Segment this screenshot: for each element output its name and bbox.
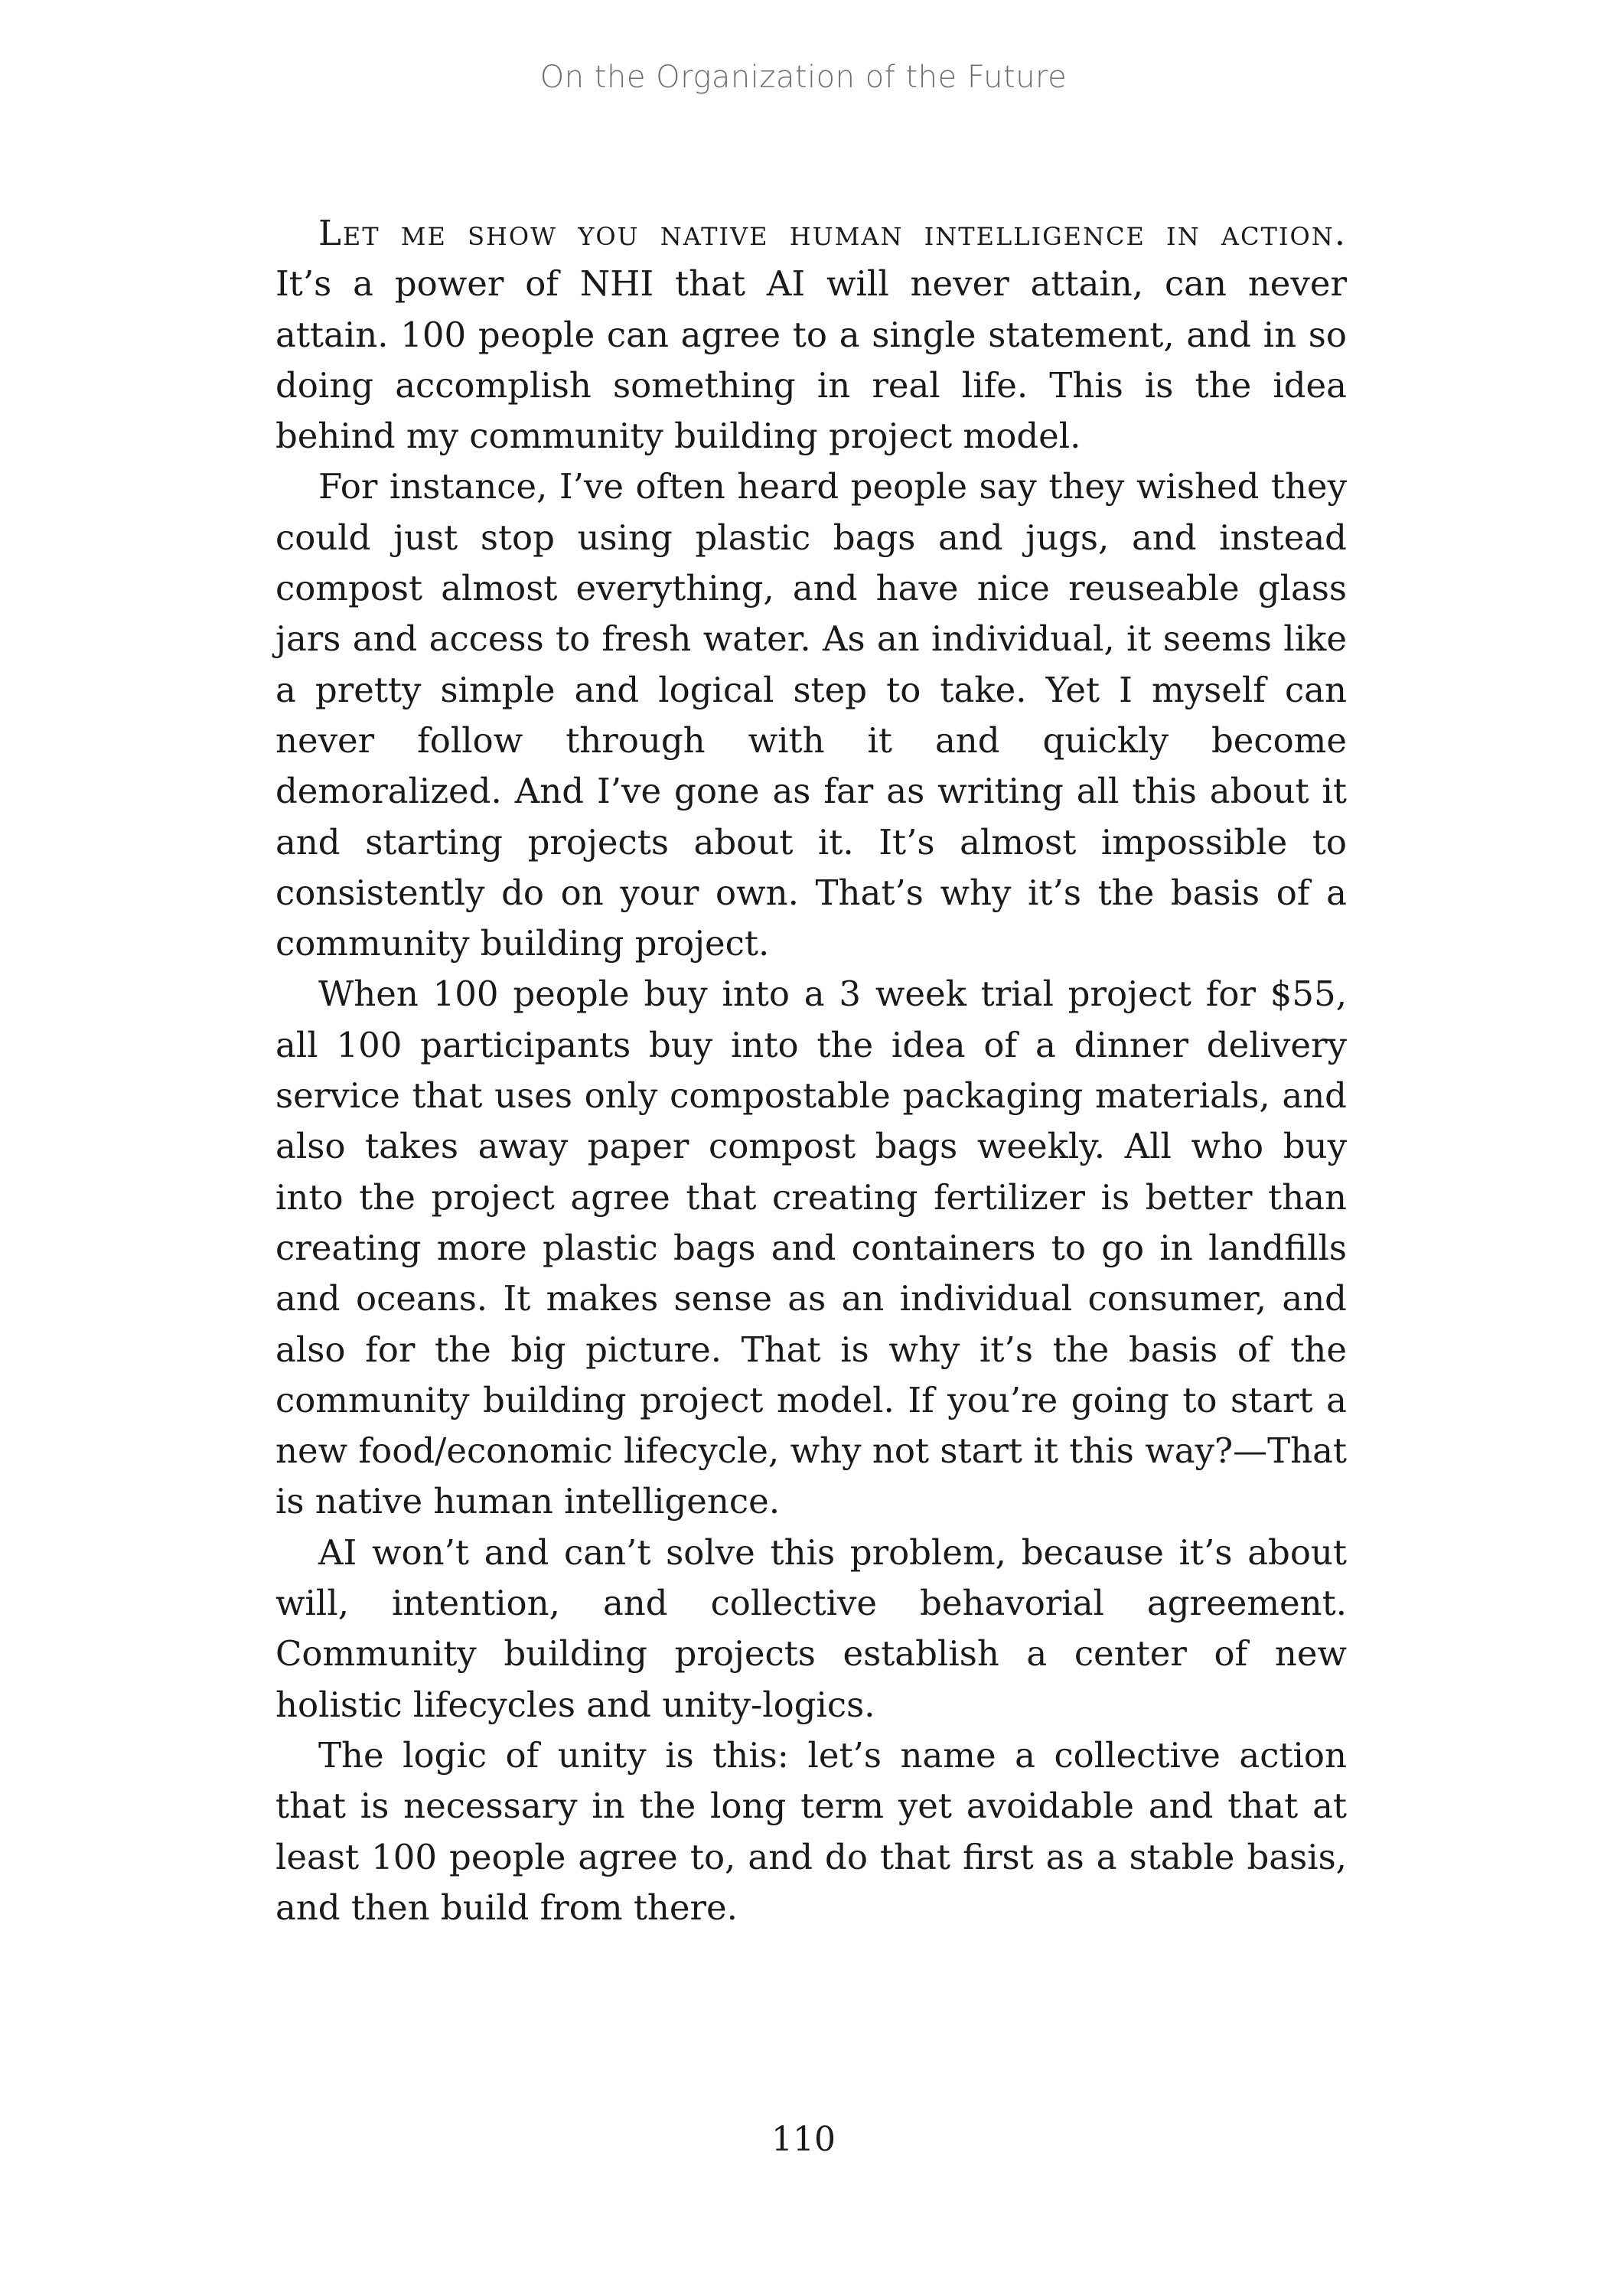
paragraph: When 100 people buy into a 3 week trial project for $55, all 100 participants buy into the idea of a dinner delivery service that uses only compostable packaging materials, and also takes away paper compost bags weekly. All who buy into the project agree that creating fertilizer is better than creating more plastic bags and containers to go in landfills and oceans. It makes sense as an individual consumer, and also for the big picture. That is why it’s the basis of the community building project model. If you’re going to start a new food/economic lifecycle, why not start it this way?—That is native human intelligence. [275,974,1347,1522]
running-head: On the Organization of the Future [539,60,1068,95]
paragraph: For instance, I’ve often heard people say they wished they could just stop using plastic bags and jugs, and instead compost almost everything, and have nice reuseable glass jars and access to fresh water. As an individual, it seems like a pretty simple and logical step to take. Yet I myself can never follow through with it and quickly become demoralized. And I’ve gone as far as writing all this about it and starting projects about it. It’s almost impossible to consistently do on your own. That’s why it’s the basis of a community building project. [275,466,1347,964]
paragraph-lead-in: Let me show you native human intelligence in action. [318,213,1347,253]
page-number: 110 [771,2120,836,2159]
paragraph: The logic of unity is this: let’s name a collective action that is necessary in the long term yet avoidable and that at least 100 people agree to, and do that first as a stable basis, and then build from there. [275,1734,1347,1928]
paragraph [275,208,1347,461]
paragraph-text: It’s a power of NHI that AI will never attain, can never attain. 100 people can agree to a single statement, and in so doing accomplish something in real life. This is the idea behind my community building project model. [275,263,1347,457]
body-text [275,208,1347,1933]
paragraph: AI won’t and can’t solve this problem, because it’s about will, intention, and collective behavorial agreement. Community building projects establish a center of new holistic lifecycles and unity-logics. [275,1531,1347,1725]
